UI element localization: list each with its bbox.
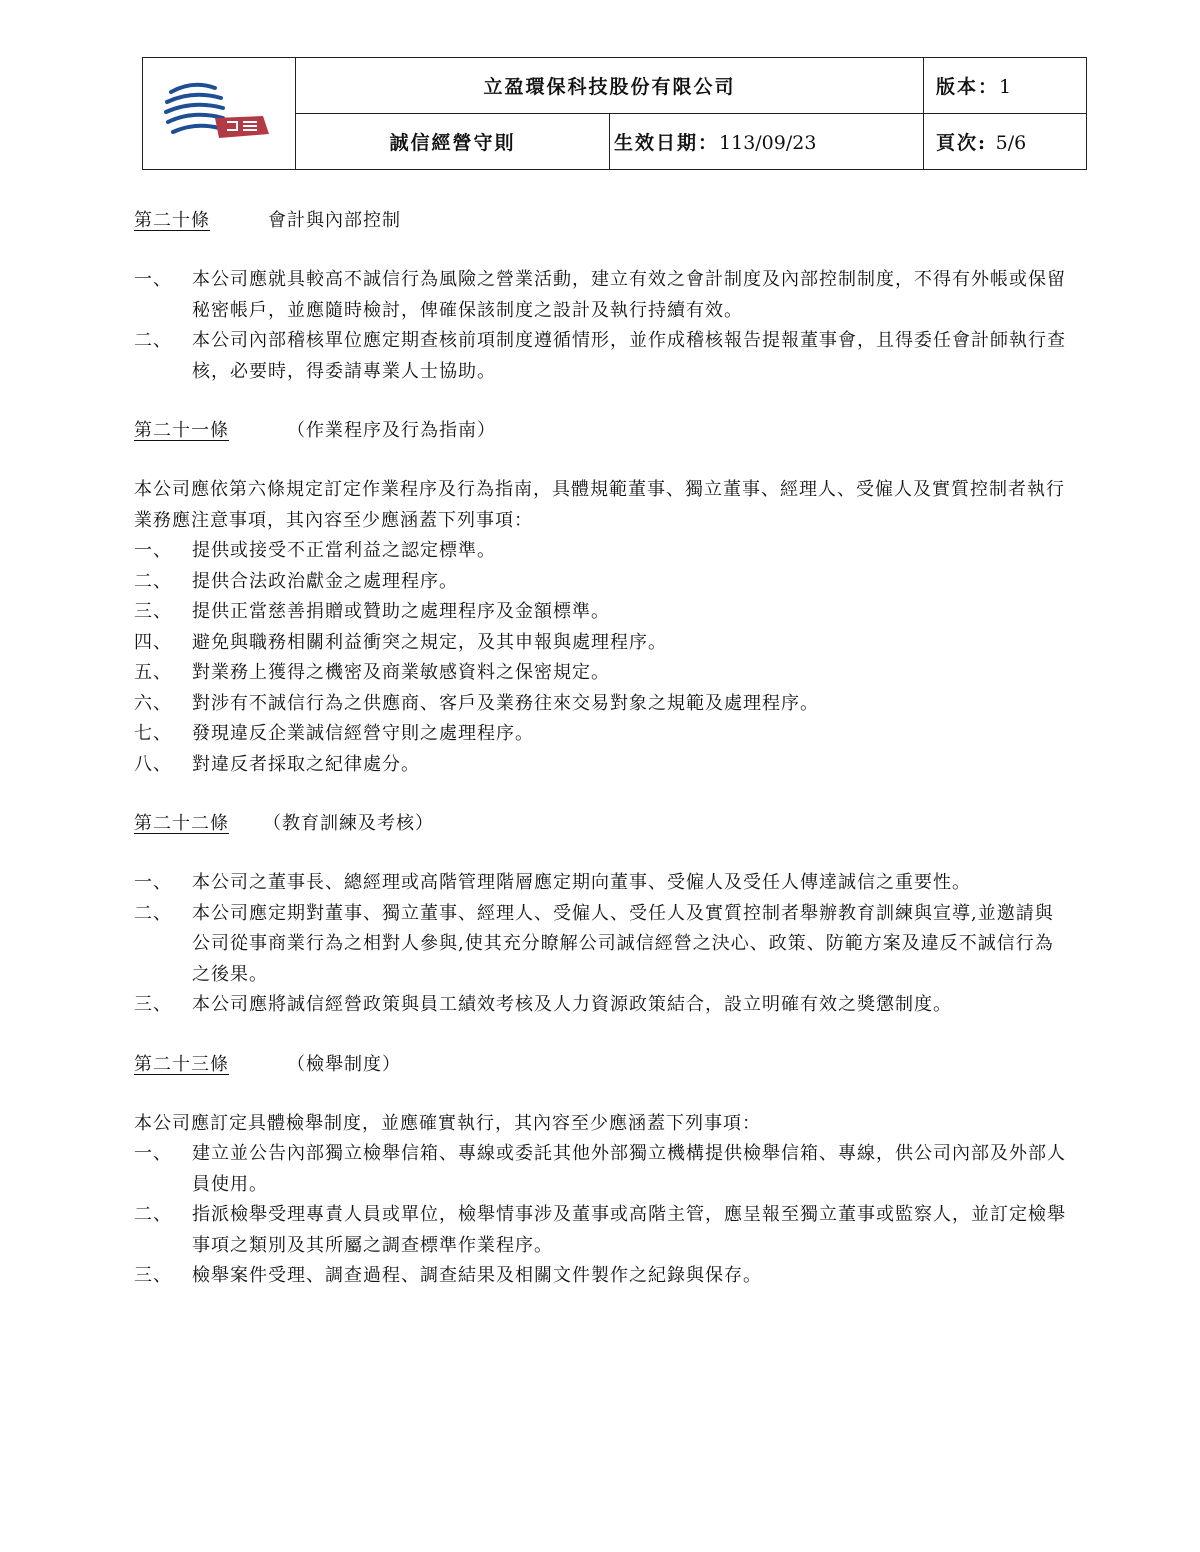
article-number: 第二十二條 [134,813,229,834]
article-heading [134,206,1079,236]
list-item [134,1200,1079,1261]
article-title: （作業程序及行為指南） [287,420,496,441]
item-text: 避免與職務相關利益衝突之規定，及其申報與處理程序。 [192,631,667,653]
article-number: 第二十一條 [134,420,229,441]
item-text: 建立並公告內部獨立檢舉信箱、專線或委託其他外部獨立機構提供檢舉信箱、專線，供公司內部及外部人員使用。 [192,1143,1066,1195]
item-number: 二、 [134,570,172,592]
list-item [134,658,1079,689]
item-text: 本公司應就具較高不誠信行為風險之營業活動，建立有效之會計制度及內部控制制度，不得有外帳或保留秘密帳戶，並應隨時檢討，俾確保該制度之設計及執行持續有效。 [192,269,1066,321]
item-number: 三、 [134,994,172,1015]
list-item [134,628,1079,659]
list-item [134,567,1079,598]
item-number: 四、 [134,631,172,653]
item-number: 二、 [134,1204,172,1225]
article-title: （教育訓練及考核） [263,813,434,834]
item-number: 三、 [134,601,172,622]
article-heading [134,416,1079,446]
article-heading [134,1050,1079,1080]
article-21 [134,416,1079,780]
list-item [134,990,1079,1021]
item-number: 八、 [134,753,172,775]
item-text: 本公司應定期對董事、獨立董事、經理人、受僱人、受任人及實質控制者舉辦教育訓練與宣導,並邀請與公司從事商業行為之相對人參與,使其充分瞭解公司誠信經營之決心、政策、防範方案及違反不誠信行為之後果。 [192,902,1054,985]
company-name: 立盈環保科技股份有限公司 [296,58,924,114]
document-title: 誠信經營守則 [296,114,610,170]
list-item [134,326,1079,387]
version-label: 版本： [936,76,1000,98]
list-item [134,265,1079,326]
page-value: 5/6 [995,132,1027,154]
page-label: 頁次: [936,132,988,154]
list-item [134,1139,1079,1200]
version-cell [924,58,1087,114]
item-text: 檢舉案件受理、調查過程、調查結果及相關文件製作之紀錄與保存。 [192,1265,762,1286]
article-23 [134,1050,1079,1292]
company-logo [163,76,275,146]
item-number: 一、 [134,269,172,290]
article-intro: 本公司應訂定具體檢舉制度，並應確實執行，其內容至少應涵蓋下列事項： [134,1112,761,1134]
item-number: 二、 [134,330,172,351]
item-number: 一、 [134,872,172,893]
item-text: 指派檢舉受理專責人員或單位，檢舉情事涉及董事或高階主管，應呈報至獨立董事或監察人，並訂定檢舉事項之類別及其所屬之調查標準作業程序。 [192,1204,1066,1256]
article-heading [134,809,1079,839]
effective-date-label: 生效日期： [614,132,720,154]
version-value: 1 [999,76,1012,98]
logo-cell [143,58,296,170]
item-text: 對涉有不誠信行為之供應商、客戶及業務往來交易對象之規範及處理程序。 [192,692,819,714]
article-title: （檢舉制度） [287,1053,401,1075]
article-title: 會計與內部控制 [268,210,401,231]
list-item [134,868,1079,899]
page-cell [924,114,1087,170]
list-item [134,597,1079,628]
item-text: 對違反者採取之紀律處分。 [192,753,420,775]
list-item [134,689,1079,720]
effective-date-value: 113/09/23 [719,132,817,154]
item-text: 本公司之董事長、總經理或高階管理階層應定期向董事、受僱人及受任人傳達誠信之重要性。 [192,872,971,893]
item-number: 二、 [134,902,172,924]
effective-date-cell [610,114,924,170]
article-number: 第二十三條 [134,1053,229,1075]
item-number: 一、 [134,540,172,561]
list-item [134,536,1079,567]
document-header-table [142,57,1087,170]
item-text: 提供或接受不正當利益之認定標準。 [192,540,496,561]
item-text: 對業務上獲得之機密及商業敏感資料之保密規定。 [192,662,610,683]
article-20 [134,206,1079,387]
article-intro: 本公司應依第六條規定訂定作業程序及行為指南，具體規範董事、獨立董事、經理人、受僱人及實質控制者執行業務應注意事項，其內容至少應涵蓋下列事項： [134,479,1065,531]
article-number: 第二十條 [134,210,210,231]
item-text: 提供合法政治獻金之處理程序。 [192,570,458,592]
list-item [134,750,1079,781]
item-text: 本公司內部稽核單位應定期查核前項制度遵循情形，並作成稽核報告提報董事會，且得委任會計師執行查核，必要時，得委請專業人士協助。 [192,330,1066,382]
list-item [134,1261,1079,1292]
item-number: 七、 [134,723,172,744]
item-number: 一、 [134,1143,172,1164]
item-text: 發現違反企業誠信經營守則之處理程序。 [192,723,534,744]
item-text: 本公司應將誠信經營政策與員工績效考核及人力資源政策結合，設立明確有效之獎懲制度。 [192,994,952,1015]
item-number: 三、 [134,1265,172,1286]
article-22 [134,809,1079,1021]
list-item [134,719,1079,750]
document-body [134,206,1079,1292]
item-number: 五、 [134,662,172,683]
list-item [134,899,1079,991]
item-number: 六、 [134,692,172,714]
item-text: 提供正當慈善捐贈或贊助之處理程序及金額標準。 [192,601,610,622]
